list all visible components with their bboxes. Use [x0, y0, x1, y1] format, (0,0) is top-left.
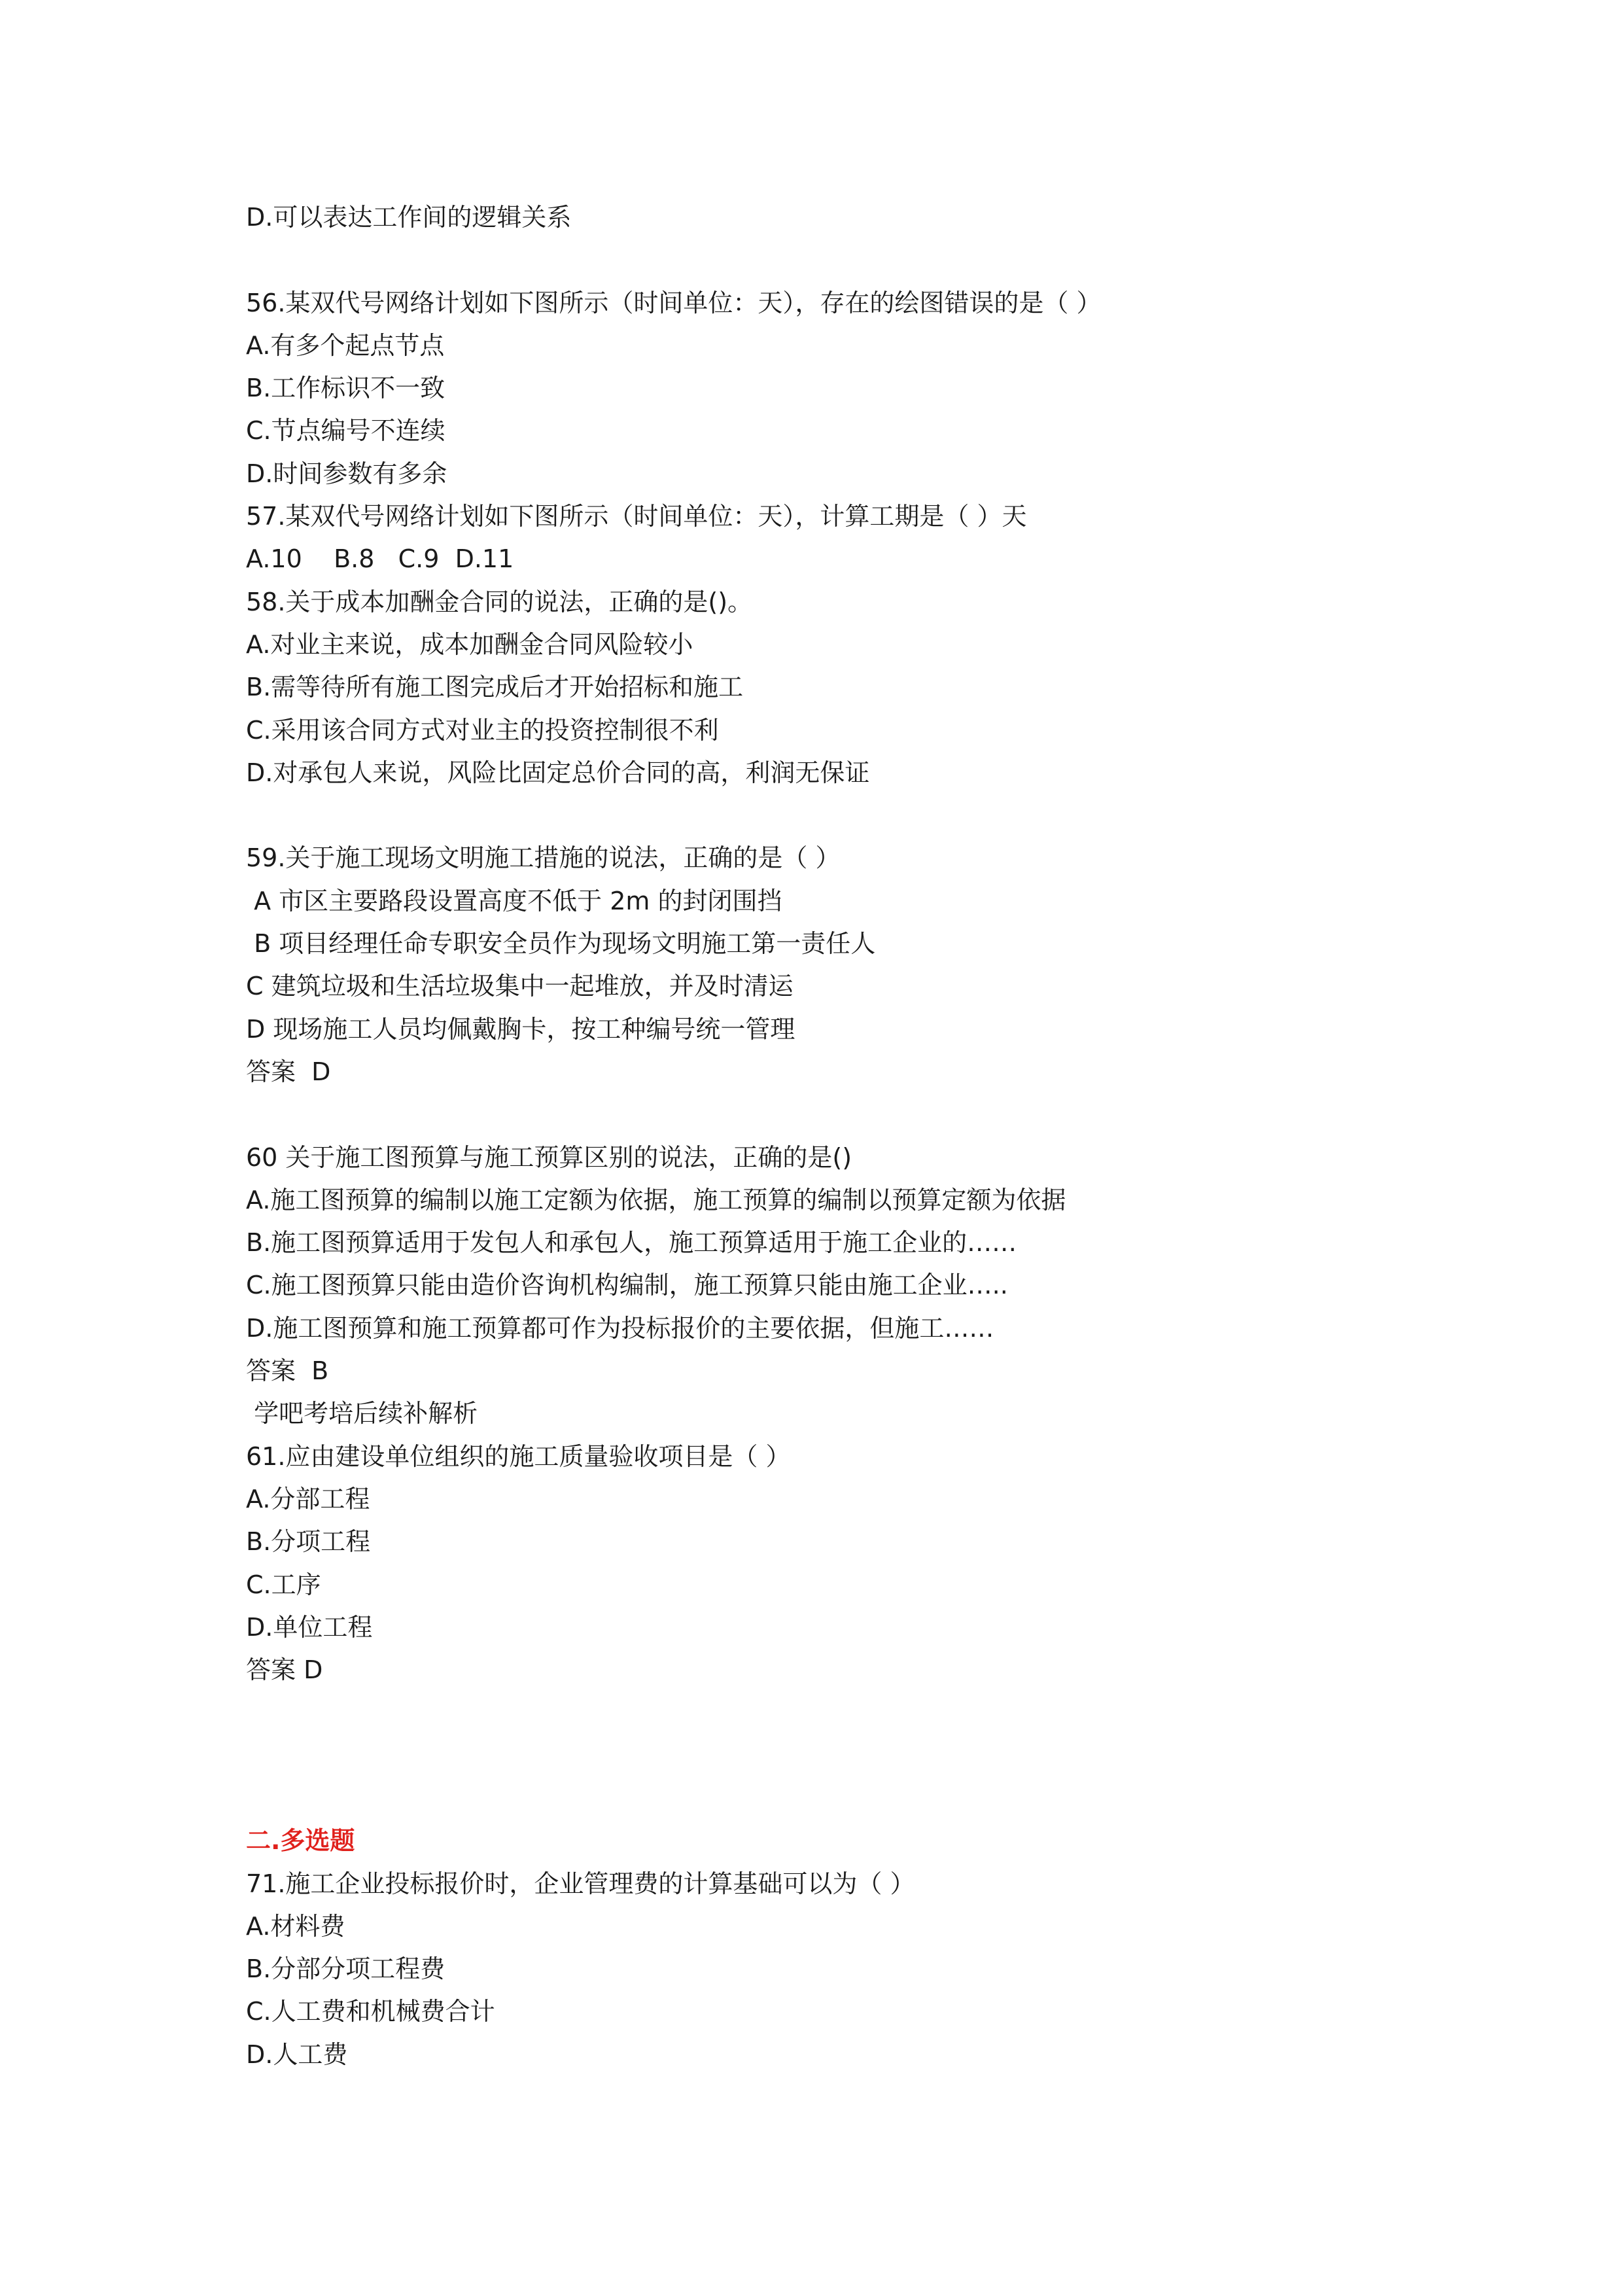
q59-answer: 答案 D [246, 1057, 331, 1086]
q61-option-d: D.单位工程 [246, 1612, 373, 1642]
q60-stem: 60 关于施工图预算与施工预算区别的说法，正确的是() [246, 1142, 852, 1172]
spacer [246, 1735, 1489, 1777]
q59-option-d: D 现场施工人员均佩戴胸卡，按工种编号统一管理 [246, 1014, 795, 1044]
spacer [246, 239, 1489, 281]
q57-options: A.10 B.8 C.9 D.11 [246, 544, 514, 574]
q60-option-c: C.施工图预算只能由造价咨询机构编制，施工预算只能由施工企业….. [246, 1271, 1008, 1300]
q60-note: 学吧考培后续补解析 [246, 1399, 478, 1428]
q57-stem: 57.某双代号网络计划如下图所示（时间单位：天），计算工期是（ ）天 [246, 502, 1027, 531]
q71-option-b: B.分部分项工程费 [246, 1954, 445, 1984]
spacer [246, 794, 1489, 837]
q56-option-b: B.工作标识不一致 [246, 374, 445, 403]
q71-option-a: A.材料费 [246, 1911, 345, 1941]
q59-option-c: C 建筑垃圾和生活垃圾集中一起堆放，并及时清运 [246, 972, 794, 1001]
q55-option-d: D.可以表达工作间的逻辑关系 [246, 203, 572, 232]
q71-option-d: D.人工费 [246, 2040, 348, 2069]
q71-stem: 71.施工企业投标报价时，企业管理费的计算基础可以为（ ） [246, 1869, 915, 1898]
q56-option-c: C.节点编号不连续 [246, 416, 445, 446]
q59-stem: 59.关于施工现场文明施工措施的说法，正确的是（ ） [246, 843, 841, 873]
spacer [246, 1093, 1489, 1136]
q58-option-b: B.需等待所有施工图完成后才开始招标和施工 [246, 673, 744, 702]
q56-option-a: A.有多个起点节点 [246, 330, 445, 360]
q61-option-b: B.分项工程 [246, 1527, 371, 1557]
q61-answer: 答案 D [246, 1655, 323, 1685]
q71-option-c: C.人工费和机械费合计 [246, 1997, 495, 2026]
spacer [246, 1691, 1489, 1734]
document-body [246, 196, 1489, 2076]
q59-option-b: B 项目经理任命专职安全员作为现场文明施工第一责任人 [246, 929, 876, 959]
q58-option-d: D.对承包人来说，风险比固定总价合同的高，利润无保证 [246, 758, 870, 787]
q60-option-d: D.施工图预算和施工预算都可作为投标报价的主要依据，但施工…… [246, 1313, 994, 1343]
q60-option-a: A.施工图预算的编制以施工定额为依据，施工预算的编制以预算定额为依据 [246, 1185, 1066, 1214]
spacer [246, 1777, 1489, 1820]
q56-option-d: D.时间参数有多余 [246, 459, 447, 488]
q59-option-a: A 市区主要路段设置高度不低于 2m 的封闭围挡 [246, 886, 782, 915]
q58-stem: 58.关于成本加酬金合同的说法，正确的是()。 [246, 587, 753, 616]
q60-answer: 答案 B [246, 1356, 329, 1386]
q58-option-a: A.对业主来说，成本加酬金合同风险较小 [246, 629, 693, 659]
q58-option-c: C.采用该合同方式对业主的投资控制很不利 [246, 715, 719, 745]
q60-option-b: B.施工图预算适用于发包人和承包人，施工预算适用于施工企业的…… [246, 1228, 1017, 1258]
q61-option-a: A.分部工程 [246, 1484, 370, 1513]
q61-option-c: C.工序 [246, 1570, 321, 1599]
q61-stem: 61.应由建设单位组织的施工质量验收项目是（ ） [246, 1441, 791, 1471]
q56-stem: 56.某双代号网络计划如下图所示（时间单位：天），存在的绘图错误的是（ ） [246, 288, 1102, 317]
section-heading-multiple-choice: 二.多选题 [246, 1826, 355, 1856]
